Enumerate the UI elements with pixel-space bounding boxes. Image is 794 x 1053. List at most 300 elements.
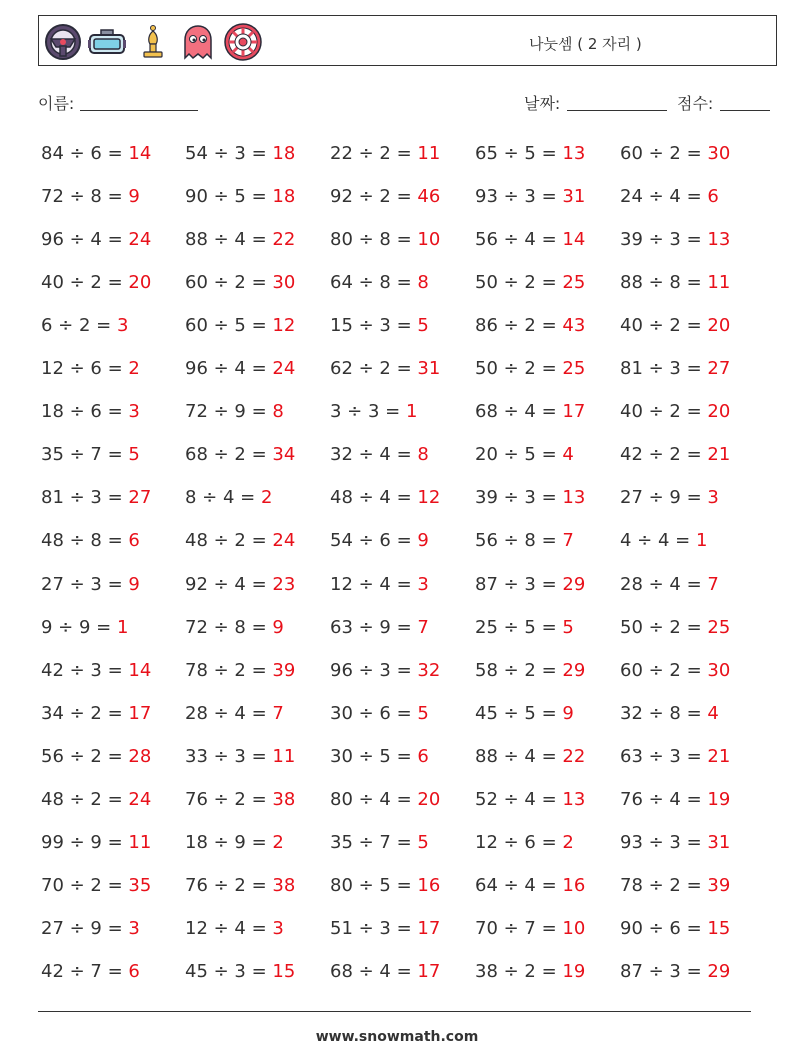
problem-question: 20 ÷ 5 =: [475, 444, 563, 466]
problem-question: 38 ÷ 2 =: [475, 960, 563, 982]
problem-question: 39 ÷ 3 =: [620, 229, 708, 251]
problem-question: 48 ÷ 2 =: [41, 788, 129, 810]
problem-question: 50 ÷ 2 =: [620, 616, 708, 638]
problem-item: [330, 746, 429, 767]
problem-answer: 38: [272, 874, 296, 896]
problem-answer: 21: [707, 444, 731, 466]
problem-question: 12 ÷ 6 =: [41, 358, 129, 380]
problem-question: 76 ÷ 4 =: [620, 788, 708, 810]
problem-item: [620, 660, 730, 681]
problem-item: [330, 401, 417, 422]
problem-question: 51 ÷ 3 =: [330, 917, 418, 939]
problem-answer: 17: [562, 401, 586, 423]
problem-question: 6 ÷ 2 =: [41, 315, 117, 337]
problem-answer: 16: [562, 874, 586, 896]
problem-question: 70 ÷ 7 =: [475, 917, 563, 939]
problem-question: 32 ÷ 4 =: [330, 444, 418, 466]
problem-answer: 30: [707, 659, 731, 681]
problem-item: [620, 272, 730, 293]
problem-item: [330, 660, 440, 681]
problem-question: 92 ÷ 2 =: [330, 186, 418, 208]
ghost-icon: [178, 22, 218, 62]
problem-item: [41, 961, 140, 982]
problem-item: [185, 315, 295, 336]
problem-item: [41, 229, 151, 250]
problem-answer: 3: [128, 917, 140, 939]
problem-answer: 9: [417, 530, 429, 552]
problem-item: [185, 746, 295, 767]
problem-answer: 25: [562, 272, 586, 294]
problem-item: [330, 875, 440, 896]
problem-answer: 6: [417, 745, 429, 767]
problem-item: [41, 143, 151, 164]
problem-item: [330, 832, 429, 853]
problem-item: [475, 315, 585, 336]
problem-answer: 29: [707, 960, 731, 982]
problem-question: 96 ÷ 4 =: [185, 358, 273, 380]
problem-item: [41, 530, 140, 551]
problem-question: 24 ÷ 4 =: [620, 186, 708, 208]
problem-question: 33 ÷ 3 =: [185, 745, 273, 767]
problem-item: [41, 401, 140, 422]
problem-item: [620, 143, 730, 164]
worksheet-header: [38, 15, 777, 66]
problem-question: 87 ÷ 3 =: [620, 960, 708, 982]
problem-answer: 4: [707, 702, 719, 724]
problem-question: 80 ÷ 5 =: [330, 874, 418, 896]
problem-question: 42 ÷ 2 =: [620, 444, 708, 466]
problem-question: 12 ÷ 4 =: [330, 573, 418, 595]
problem-item: [41, 832, 151, 853]
problem-item: [185, 918, 284, 939]
problem-item: [41, 444, 140, 465]
problem-answer: 9: [562, 702, 574, 724]
problem-question: 52 ÷ 4 =: [475, 788, 563, 810]
problem-item: [41, 746, 151, 767]
problem-question: 28 ÷ 4 =: [620, 573, 708, 595]
problem-item: [330, 789, 440, 810]
problem-answer: 5: [562, 616, 574, 638]
problem-item: [620, 574, 719, 595]
problem-answer: 19: [707, 788, 731, 810]
problem-answer: 30: [272, 272, 296, 294]
problem-answer: 9: [128, 573, 140, 595]
problem-question: 88 ÷ 8 =: [620, 272, 708, 294]
problem-item: [41, 617, 128, 638]
problem-question: 27 ÷ 9 =: [620, 487, 708, 509]
score-label: 점수:: [677, 94, 714, 113]
problem-item: [185, 875, 295, 896]
problem-question: 34 ÷ 2 =: [41, 702, 129, 724]
problem-question: 40 ÷ 2 =: [620, 401, 708, 423]
problem-answer: 5: [417, 831, 429, 853]
problem-answer: 12: [272, 315, 296, 337]
problem-answer: 20: [128, 272, 152, 294]
problem-question: 39 ÷ 3 =: [475, 487, 563, 509]
problem-question: 76 ÷ 2 =: [185, 788, 273, 810]
problem-item: [620, 315, 730, 336]
problem-answer: 4: [562, 444, 574, 466]
problem-answer: 46: [417, 186, 441, 208]
problem-answer: 7: [562, 530, 574, 552]
dartboard-icon: [223, 22, 263, 62]
problem-item: [330, 703, 429, 724]
problem-answer: 19: [562, 960, 586, 982]
problem-item: [475, 832, 574, 853]
problem-question: 63 ÷ 9 =: [330, 616, 418, 638]
problem-answer: 2: [562, 831, 574, 853]
problem-answer: 8: [272, 401, 284, 423]
problem-answer: 27: [128, 487, 152, 509]
problem-answer: 3: [707, 487, 719, 509]
problem-answer: 39: [272, 659, 296, 681]
problem-question: 4 ÷ 4 =: [620, 530, 696, 552]
problem-item: [620, 186, 719, 207]
problem-item: [620, 875, 730, 896]
problem-item: [330, 143, 440, 164]
problem-item: [475, 918, 585, 939]
problem-answer: 13: [562, 788, 586, 810]
problem-question: 90 ÷ 5 =: [185, 186, 273, 208]
problem-item: [330, 358, 440, 379]
problem-question: 42 ÷ 3 =: [41, 659, 129, 681]
problem-item: [330, 617, 429, 638]
problem-answer: 2: [260, 487, 273, 509]
problem-item: [330, 229, 440, 250]
problem-item: [330, 530, 429, 551]
problem-answer: 10: [417, 229, 441, 251]
problem-question: 32 ÷ 8 =: [620, 702, 708, 724]
problem-question: 80 ÷ 8 =: [330, 229, 418, 251]
problem-question: 72 ÷ 8 =: [41, 186, 129, 208]
problem-question: 93 ÷ 3 =: [620, 831, 708, 853]
problem-question: 3 ÷ 3 =: [330, 401, 406, 423]
problem-item: [41, 315, 128, 336]
problem-question: 60 ÷ 2 =: [185, 272, 273, 294]
problem-answer: 5: [417, 315, 429, 337]
problem-item: [185, 530, 295, 551]
problem-answer: 34: [272, 444, 296, 466]
problem-answer: 6: [128, 960, 140, 982]
problem-answer: 3: [128, 401, 140, 423]
problem-answer: 3: [116, 315, 129, 337]
problem-item: [185, 487, 272, 508]
problem-item: [185, 961, 295, 982]
problem-question: 96 ÷ 3 =: [330, 659, 418, 681]
date-label: 날짜:: [524, 94, 561, 113]
problem-item: [41, 703, 151, 724]
problem-question: 56 ÷ 8 =: [475, 530, 563, 552]
problem-answer: 6: [128, 530, 140, 552]
problem-item: [475, 401, 585, 422]
problem-question: 87 ÷ 3 =: [475, 573, 563, 595]
problem-question: 93 ÷ 3 =: [475, 186, 563, 208]
problem-answer: 11: [707, 272, 731, 294]
problem-answer: 31: [417, 358, 441, 380]
problem-item: [475, 746, 585, 767]
problem-item: [620, 617, 730, 638]
problem-item: [330, 186, 440, 207]
problem-question: 15 ÷ 3 =: [330, 315, 418, 337]
name-field-line[interactable]: [80, 110, 198, 111]
problem-question: 48 ÷ 2 =: [185, 530, 273, 552]
problem-item: [620, 530, 707, 551]
problem-item: [41, 186, 140, 207]
problem-item: [475, 272, 585, 293]
problem-item: [185, 444, 295, 465]
problem-question: 60 ÷ 2 =: [620, 143, 708, 164]
problem-answer: 20: [417, 788, 441, 810]
problem-item: [330, 918, 440, 939]
problem-item: [41, 574, 140, 595]
problem-item: [620, 703, 719, 724]
problem-question: 56 ÷ 2 =: [41, 745, 129, 767]
problem-item: [475, 617, 574, 638]
worksheet-title: 나눗셈 ( 2 자리 ): [529, 35, 642, 53]
problem-answer: 15: [707, 917, 731, 939]
problem-item: [330, 272, 429, 293]
problem-question: 60 ÷ 2 =: [620, 659, 708, 681]
problem-answer: 25: [562, 358, 586, 380]
problem-item: [620, 229, 730, 250]
problem-question: 62 ÷ 2 =: [330, 358, 418, 380]
problem-answer: 25: [707, 616, 731, 638]
problem-question: 81 ÷ 3 =: [41, 487, 129, 509]
problem-question: 45 ÷ 5 =: [475, 702, 563, 724]
problem-item: [620, 444, 730, 465]
problem-item: [41, 789, 151, 810]
problem-item: [620, 746, 730, 767]
problem-question: 45 ÷ 3 =: [185, 960, 273, 982]
problem-answer: 7: [272, 702, 284, 724]
problem-item: [475, 444, 574, 465]
problem-answer: 31: [562, 186, 586, 208]
problem-answer: 9: [272, 616, 284, 638]
chess-bishop-icon: [133, 22, 173, 62]
score-field-line[interactable]: [720, 110, 770, 111]
problem-item: [620, 487, 719, 508]
problem-item: [475, 530, 574, 551]
problem-answer: 6: [707, 186, 719, 208]
problem-answer: 13: [562, 143, 586, 164]
problem-question: 65 ÷ 5 =: [475, 143, 563, 164]
problem-question: 35 ÷ 7 =: [330, 831, 418, 853]
problem-question: 88 ÷ 4 =: [475, 745, 563, 767]
problem-answer: 14: [128, 143, 152, 164]
problem-question: 30 ÷ 5 =: [330, 745, 418, 767]
problem-answer: 5: [128, 444, 140, 466]
problem-question: 60 ÷ 5 =: [185, 315, 273, 337]
problem-answer: 21: [707, 745, 731, 767]
problem-question: 54 ÷ 3 =: [185, 143, 273, 164]
problem-item: [475, 574, 585, 595]
problem-answer: 32: [417, 659, 441, 681]
problem-item: [41, 875, 151, 896]
problem-question: 76 ÷ 2 =: [185, 874, 273, 896]
problem-answer: 7: [707, 573, 719, 595]
problem-answer: 11: [417, 143, 441, 164]
problem-question: 64 ÷ 8 =: [330, 272, 418, 294]
problem-question: 80 ÷ 4 =: [330, 788, 418, 810]
problem-answer: 5: [417, 702, 429, 724]
problem-answer: 1: [405, 401, 418, 423]
problem-answer: 23: [272, 573, 296, 595]
problem-question: 50 ÷ 2 =: [475, 272, 563, 294]
problem-item: [620, 358, 730, 379]
problem-question: 88 ÷ 4 =: [185, 229, 273, 251]
problem-item: [41, 660, 151, 681]
problem-item: [185, 660, 295, 681]
problem-answer: 11: [128, 831, 152, 853]
problem-question: 18 ÷ 9 =: [185, 831, 273, 853]
problem-answer: 2: [272, 831, 284, 853]
problem-answer: 29: [562, 659, 586, 681]
problem-answer: 11: [272, 745, 296, 767]
problem-answer: 27: [707, 358, 731, 380]
problem-answer: 14: [562, 229, 586, 251]
problem-answer: 24: [272, 358, 296, 380]
problem-answer: 10: [562, 917, 586, 939]
problem-item: [475, 358, 585, 379]
problem-question: 72 ÷ 9 =: [185, 401, 273, 423]
problem-item: [620, 961, 730, 982]
name-label: 이름:: [38, 94, 75, 113]
problem-answer: 28: [128, 745, 152, 767]
problem-answer: 24: [272, 530, 296, 552]
problem-question: 40 ÷ 2 =: [41, 272, 129, 294]
date-field-line[interactable]: [567, 110, 667, 111]
problem-item: [475, 186, 585, 207]
problem-question: 58 ÷ 2 =: [475, 659, 563, 681]
problem-item: [620, 789, 730, 810]
problem-answer: 12: [417, 487, 441, 509]
problem-item: [185, 574, 295, 595]
problem-item: [185, 229, 295, 250]
steering-wheel-icon: [43, 22, 83, 62]
problem-answer: 24: [128, 788, 152, 810]
problem-question: 68 ÷ 4 =: [330, 960, 418, 982]
problem-item: [330, 574, 429, 595]
problem-answer: 20: [707, 315, 731, 337]
problem-answer: 14: [128, 659, 152, 681]
problem-question: 70 ÷ 2 =: [41, 874, 129, 896]
problem-answer: 31: [707, 831, 731, 853]
problem-item: [475, 961, 585, 982]
problem-answer: 20: [707, 401, 731, 423]
problem-answer: 39: [707, 874, 731, 896]
problem-answer: 15: [272, 960, 296, 982]
problem-question: 30 ÷ 6 =: [330, 702, 418, 724]
problem-answer: 8: [417, 444, 429, 466]
problem-item: [620, 918, 730, 939]
problem-answer: 1: [695, 530, 708, 552]
problem-answer: 35: [128, 874, 152, 896]
problem-answer: 8: [417, 272, 429, 294]
problem-answer: 1: [116, 616, 129, 638]
problem-item: [41, 272, 151, 293]
problem-question: 28 ÷ 4 =: [185, 702, 273, 724]
problem-question: 8 ÷ 4 =: [185, 487, 261, 509]
problem-question: 25 ÷ 5 =: [475, 616, 563, 638]
problem-question: 40 ÷ 2 =: [620, 315, 708, 337]
problem-question: 81 ÷ 3 =: [620, 358, 708, 380]
problem-answer: 38: [272, 788, 296, 810]
problem-answer: 2: [128, 358, 140, 380]
problem-answer: 16: [417, 874, 441, 896]
problem-answer: 17: [128, 702, 152, 724]
footer-divider: [38, 1011, 751, 1012]
problem-question: 12 ÷ 4 =: [185, 917, 273, 939]
problem-question: 86 ÷ 2 =: [475, 315, 563, 337]
problem-answer: 43: [562, 315, 586, 337]
problem-answer: 3: [417, 573, 429, 595]
problem-answer: 17: [417, 917, 441, 939]
problem-answer: 18: [272, 143, 296, 164]
problem-item: [330, 444, 429, 465]
problem-question: 90 ÷ 6 =: [620, 917, 708, 939]
problem-question: 92 ÷ 4 =: [185, 573, 273, 595]
problem-item: [620, 401, 730, 422]
vr-headset-icon: [87, 22, 127, 62]
problem-question: 48 ÷ 4 =: [330, 487, 418, 509]
problem-item: [185, 832, 284, 853]
problem-answer: 30: [707, 143, 731, 164]
problem-question: 68 ÷ 2 =: [185, 444, 273, 466]
problem-question: 48 ÷ 8 =: [41, 530, 129, 552]
problem-answer: 13: [562, 487, 586, 509]
problem-question: 27 ÷ 3 =: [41, 573, 129, 595]
problem-item: [330, 961, 440, 982]
problem-answer: 24: [128, 229, 152, 251]
problem-item: [475, 143, 585, 164]
problem-item: [185, 272, 295, 293]
problem-question: 54 ÷ 6 =: [330, 530, 418, 552]
problem-question: 64 ÷ 4 =: [475, 874, 563, 896]
problem-question: 18 ÷ 6 =: [41, 401, 129, 423]
problem-question: 78 ÷ 2 =: [185, 659, 273, 681]
problem-question: 78 ÷ 2 =: [620, 874, 708, 896]
problem-item: [185, 617, 284, 638]
problem-question: 42 ÷ 7 =: [41, 960, 129, 982]
problem-item: [620, 832, 730, 853]
problem-question: 27 ÷ 9 =: [41, 917, 129, 939]
problem-item: [41, 487, 151, 508]
problem-item: [185, 789, 295, 810]
problem-question: 35 ÷ 7 =: [41, 444, 129, 466]
problem-item: [475, 487, 585, 508]
problem-question: 72 ÷ 8 =: [185, 616, 273, 638]
problem-answer: 3: [272, 917, 284, 939]
problem-answer: 22: [272, 229, 296, 251]
problem-answer: 18: [272, 186, 296, 208]
problem-answer: 9: [128, 186, 140, 208]
problem-question: 63 ÷ 3 =: [620, 745, 708, 767]
problem-question: 12 ÷ 6 =: [475, 831, 563, 853]
problem-answer: 29: [562, 573, 586, 595]
problem-item: [330, 487, 440, 508]
problem-item: [475, 789, 585, 810]
problem-item: [475, 660, 585, 681]
problem-item: [41, 918, 140, 939]
problem-item: [475, 229, 585, 250]
problem-item: [185, 186, 295, 207]
problem-answer: 17: [417, 960, 441, 982]
problem-question: 9 ÷ 9 =: [41, 616, 117, 638]
problem-question: 22 ÷ 2 =: [330, 143, 418, 164]
problem-item: [185, 143, 295, 164]
problem-question: 96 ÷ 4 =: [41, 229, 129, 251]
problem-item: [185, 703, 284, 724]
